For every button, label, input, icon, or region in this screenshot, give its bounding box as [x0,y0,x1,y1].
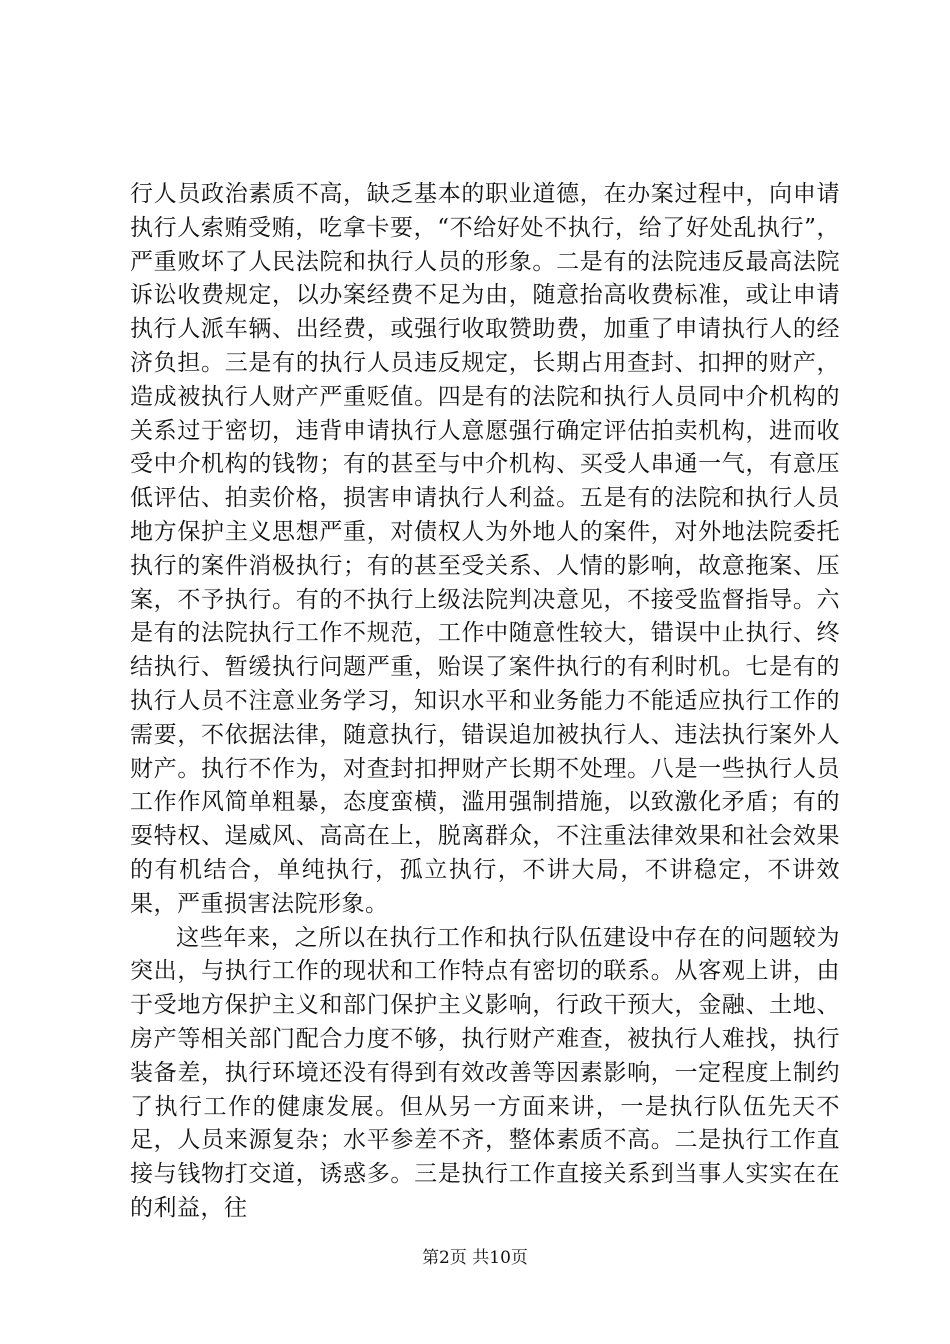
page-footer: 第2页 共10页 [422,1248,528,1268]
document-body [130,178,840,1226]
paragraph: 这些年来，之所以在执行工作和执行队伍建设中存在的问题较为突出，与执行工作的现状和工作特点有密切的联系。从客观上讲，由于受地方保护主义和部门保护主义影响，行政干预大，金融、土地、房产等相关部门配合力度不够，执行财产难查，被执行人难找，执行装备差，执行环境还没有得到有效改善等因素影响，一定程度上制约了执行工作的健康发展。但从另一方面来讲，一是执行队伍先天不足，人员来源复杂；水平参差不齐，整体素质不高。二是执行工作直接与钱物打交道，诱惑多。三是执行工作直接关系到当事人实实在在的利益，往 [130,924,840,1221]
paragraph-continued: 行人员政治素质不高，缺乏基本的职业道德，在办案过程中，向申请执行人索贿受贿，吃拿卡要，“不给好处不执行，给了好处乱执行”，严重败坏了人民法院和执行人员的形象。二是有的法院违反最高法院诉讼收费规定，以办案经费不足为由，随意抬高收费标准，或让申请执行人派车辆、出经费，或强行收取赞助费，加重了申请执行人的经济负担。三是有的执行人员违反规定，长期占用查封、扣押的财产，造成被执行人财产严重贬值。四是有的法院和执行人员同中介机构的关系过于密切，违背申请执行人意愿强行确定评估拍卖机构，进而收受中介机构的钱物；有的甚至与中介机构、买受人串通一气，有意压低评估、拍卖价格，损害申请执行人利益。五是有的法院和执行人员地方保护主义思想严重，对债权人为外地人的案件，对外地法院委托执行的案件消极执行；有的甚至受关系、人情的影响，故意拖案、压案，不予执行。有的不执行上级法院判决意见，不接受监督指导。六是有的法院执行工作不规范，工作中随意性较大，错误中止执行、终结执行、暂缓执行问题严重，贻误了案件执行的有利时机。七是有的执行人员不注意业务学习，知识水平和业务能力不能适应执行工作的需要，不依据法律，随意执行，错误追加被执行人、违法执行案外人财产。执行不作为，对查封扣押财产长期不处理。八是一些执行人员工作作风简单粗暴，态度蛮横，滥用强制措施，以致激化矛盾；有的耍特权、逞威风、高高在上，脱离群众，不注重法律效果和社会效果的有机结合，单纯执行，孤立执行，不讲大局，不讲稳定，不讲效果，严重损害法院形象。 [130,181,840,917]
